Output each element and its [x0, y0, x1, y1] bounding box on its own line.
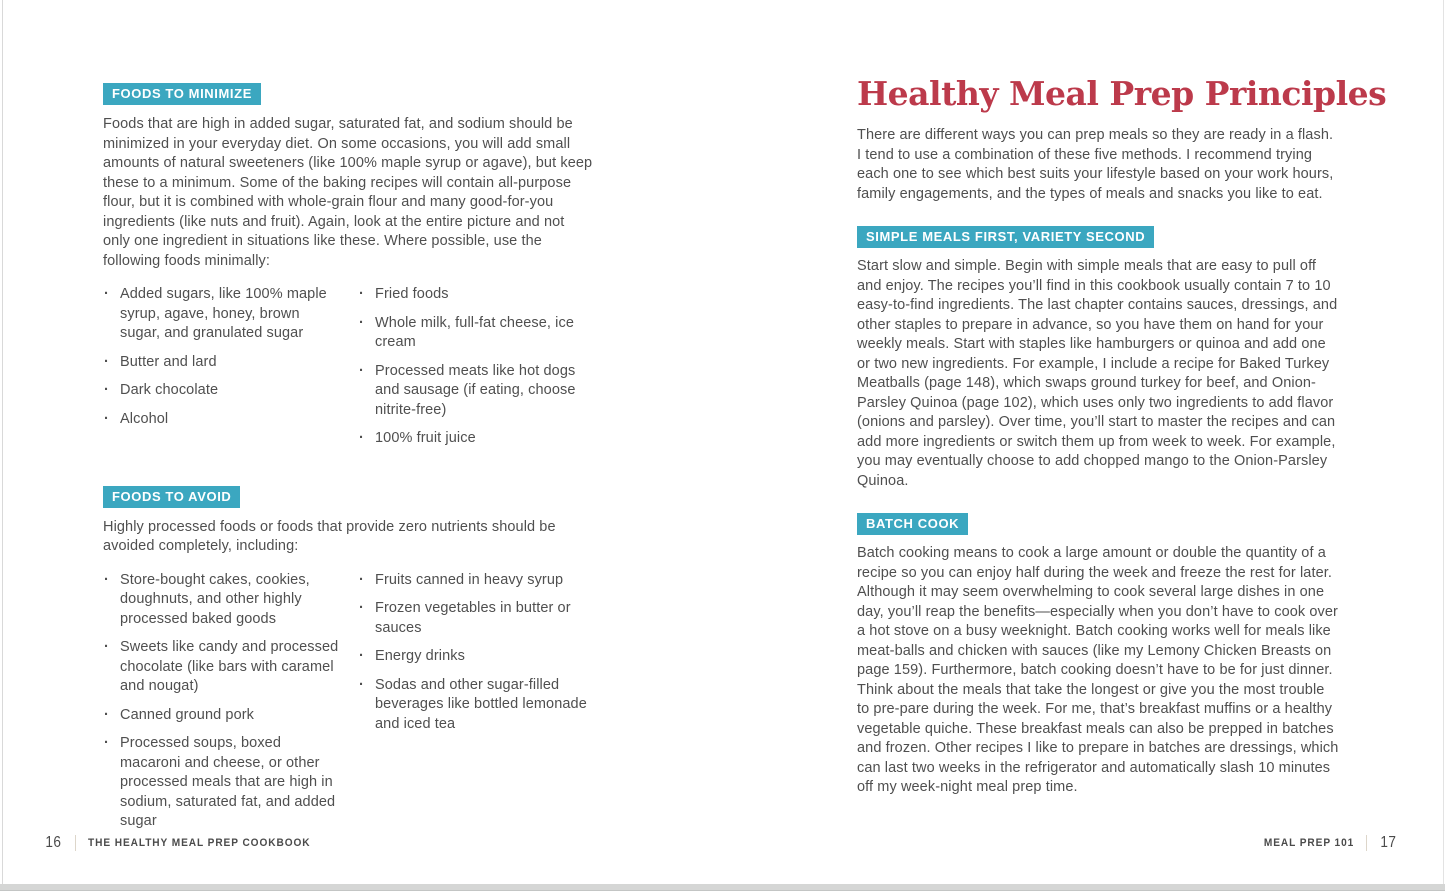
section-intro: Foods that are high in added sugar, saturated fat, and sodium should be minimized in your everyday diet. On some occasions, you will add small amounts of natural sweeteners (like 100% maple syrup or agave), but keep these to a minimum. Some of the baking recipes will contain all-purpose flour, but it is combined with whole-grain flour and many good-for-you ingredients (like nuts and fruit). Again, look at the entire picture and not only one ingredient in situations like these. Where possible, use the following foods minimally: — [103, 116, 593, 269]
bullet-columns — [103, 571, 595, 841]
section-foods-to-minimize — [103, 83, 595, 458]
bullet-column-2 — [358, 285, 595, 458]
book-title: THE HEALTHY MEAL PREP COOKBOOK — [87, 837, 311, 849]
list-item: · Alcohol — [103, 410, 340, 430]
footer-divider — [1366, 835, 1367, 851]
left-page-footer — [44, 833, 330, 853]
right-page-footer — [1256, 833, 1398, 853]
section-body: Start slow and simple. Begin with simple meals that are easy to pull off and enjoy. The recipes you’ll find in this cookbook usually contain 7 to 10 easy-to-find ingredients. The last chapter contains sauces, dressings, and other staples to prepare in advance, so you have them on hand for your weekly meals. Start with staples like hamburgers or quinoa and add one or two new ingredients. For example, I include a recipe for Baked Turkey Meatballs (page 148), which swaps ground turkey for beef, and Onion-Parsley Quinoa (page 102), which uses only two ingredients to add flavor (onions and parsley). Over time, you’ll start to master the recipes and can add more ingredients or switch them up from week to week. For example, you may eventually choose to add chopped mango to the Onion-Parsley Quinoa. — [857, 258, 1338, 489]
bullet-column-1 — [103, 285, 340, 458]
list-item: · Frozen vegetables in butter or sauces — [358, 599, 595, 638]
section-heading-badge: SIMPLE MEALS FIRST, VARIETY SECOND — [857, 226, 1154, 248]
section-heading-badge: BATCH COOK — [857, 513, 968, 535]
list-item: · Processed meats like hot dogs and sausage (if eating, choose nitrite-free) — [358, 362, 595, 421]
page-title: Healthy Meal Prep Principles — [857, 74, 1387, 113]
page-edge-right — [1443, 0, 1444, 885]
list-item: · Sodas and other sugar-filled beverages like bottled lemonade and iced tea — [358, 676, 595, 735]
list-item: · Canned ground pork — [103, 706, 340, 726]
section-intro: Highly processed foods or foods that provide zero nutrients should be avoided completely, including: — [103, 518, 556, 554]
right-page — [857, 74, 1387, 798]
list-item: · Sweets like candy and processed chocolate (like bars with caramel and nougat) — [103, 638, 340, 697]
chapter-title: MEAL PREP 101 — [1263, 837, 1355, 849]
list-item: · Fried foods — [358, 285, 595, 305]
list-item: · 100% fruit juice — [358, 429, 595, 449]
page-number: 16 — [45, 834, 62, 851]
section-heading-badge: FOODS TO AVOID — [103, 486, 240, 508]
list-item: · Whole milk, full-fat cheese, ice cream — [358, 314, 595, 353]
left-page — [103, 83, 595, 867]
page-number: 17 — [1380, 834, 1397, 851]
bullet-column-2 — [358, 571, 595, 841]
page-intro: There are different ways you can prep meals so they are ready in a flash. I tend to use a combination of these five methods. I recommend trying each one to see which best suits your lifestyle based on your work hours, family engagements, and the types of meals and snacks you like to eat. — [857, 127, 1334, 202]
list-item: · Butter and lard — [103, 353, 340, 373]
section-body: Batch cooking means to cook a large amount or double the quantity of a recipe so you can enjoy half during the week and freeze the rest for later. Although it may seem overwhelming to cook several large dishes in one day, you’ll reap the benefits—especially when you don’t have to cook over a hot stove on a busy weeknight. Batch cooking works well for meals like meat-balls and chicken with sauces (like my Lemony Chicken Breasts on page 159). Furthermore, batch cooking doesn’t have to be for just dinner. Think about the meals that take the longest or give you the most trouble to pre-pare during the week. For me, that’s breakfast muffins or a healthy vegetable quiche. These breakfast meals can also be prepped in batches and frozen. Other recipes I like to prepare in batches are dressings, which can last two weeks in the refrigerator and automatically slash 10 minutes off my week-night meal prep time. — [857, 545, 1339, 795]
bullet-columns — [103, 285, 595, 458]
list-item: · Processed soups, boxed macaroni and cheese, or other processed meals that are high in sodium, saturated fat, and added sugar — [103, 734, 340, 832]
page-edge-left — [2, 0, 3, 885]
list-item: · Added sugars, like 100% maple syrup, agave, honey, brown sugar, and granulated sugar — [103, 285, 340, 344]
list-item: · Energy drinks — [358, 647, 595, 667]
list-item: · Dark chocolate — [103, 381, 340, 401]
section-heading-badge: FOODS TO MINIMIZE — [103, 83, 261, 105]
list-item: · Fruits canned in heavy syrup — [358, 571, 595, 591]
bullet-column-1 — [103, 571, 340, 841]
list-item: · Store-bought cakes, cookies, doughnuts, and other highly processed baked goods — [103, 571, 340, 630]
section-foods-to-avoid — [103, 484, 595, 841]
bottom-scan-bar — [0, 884, 1445, 891]
footer-divider — [75, 835, 76, 851]
